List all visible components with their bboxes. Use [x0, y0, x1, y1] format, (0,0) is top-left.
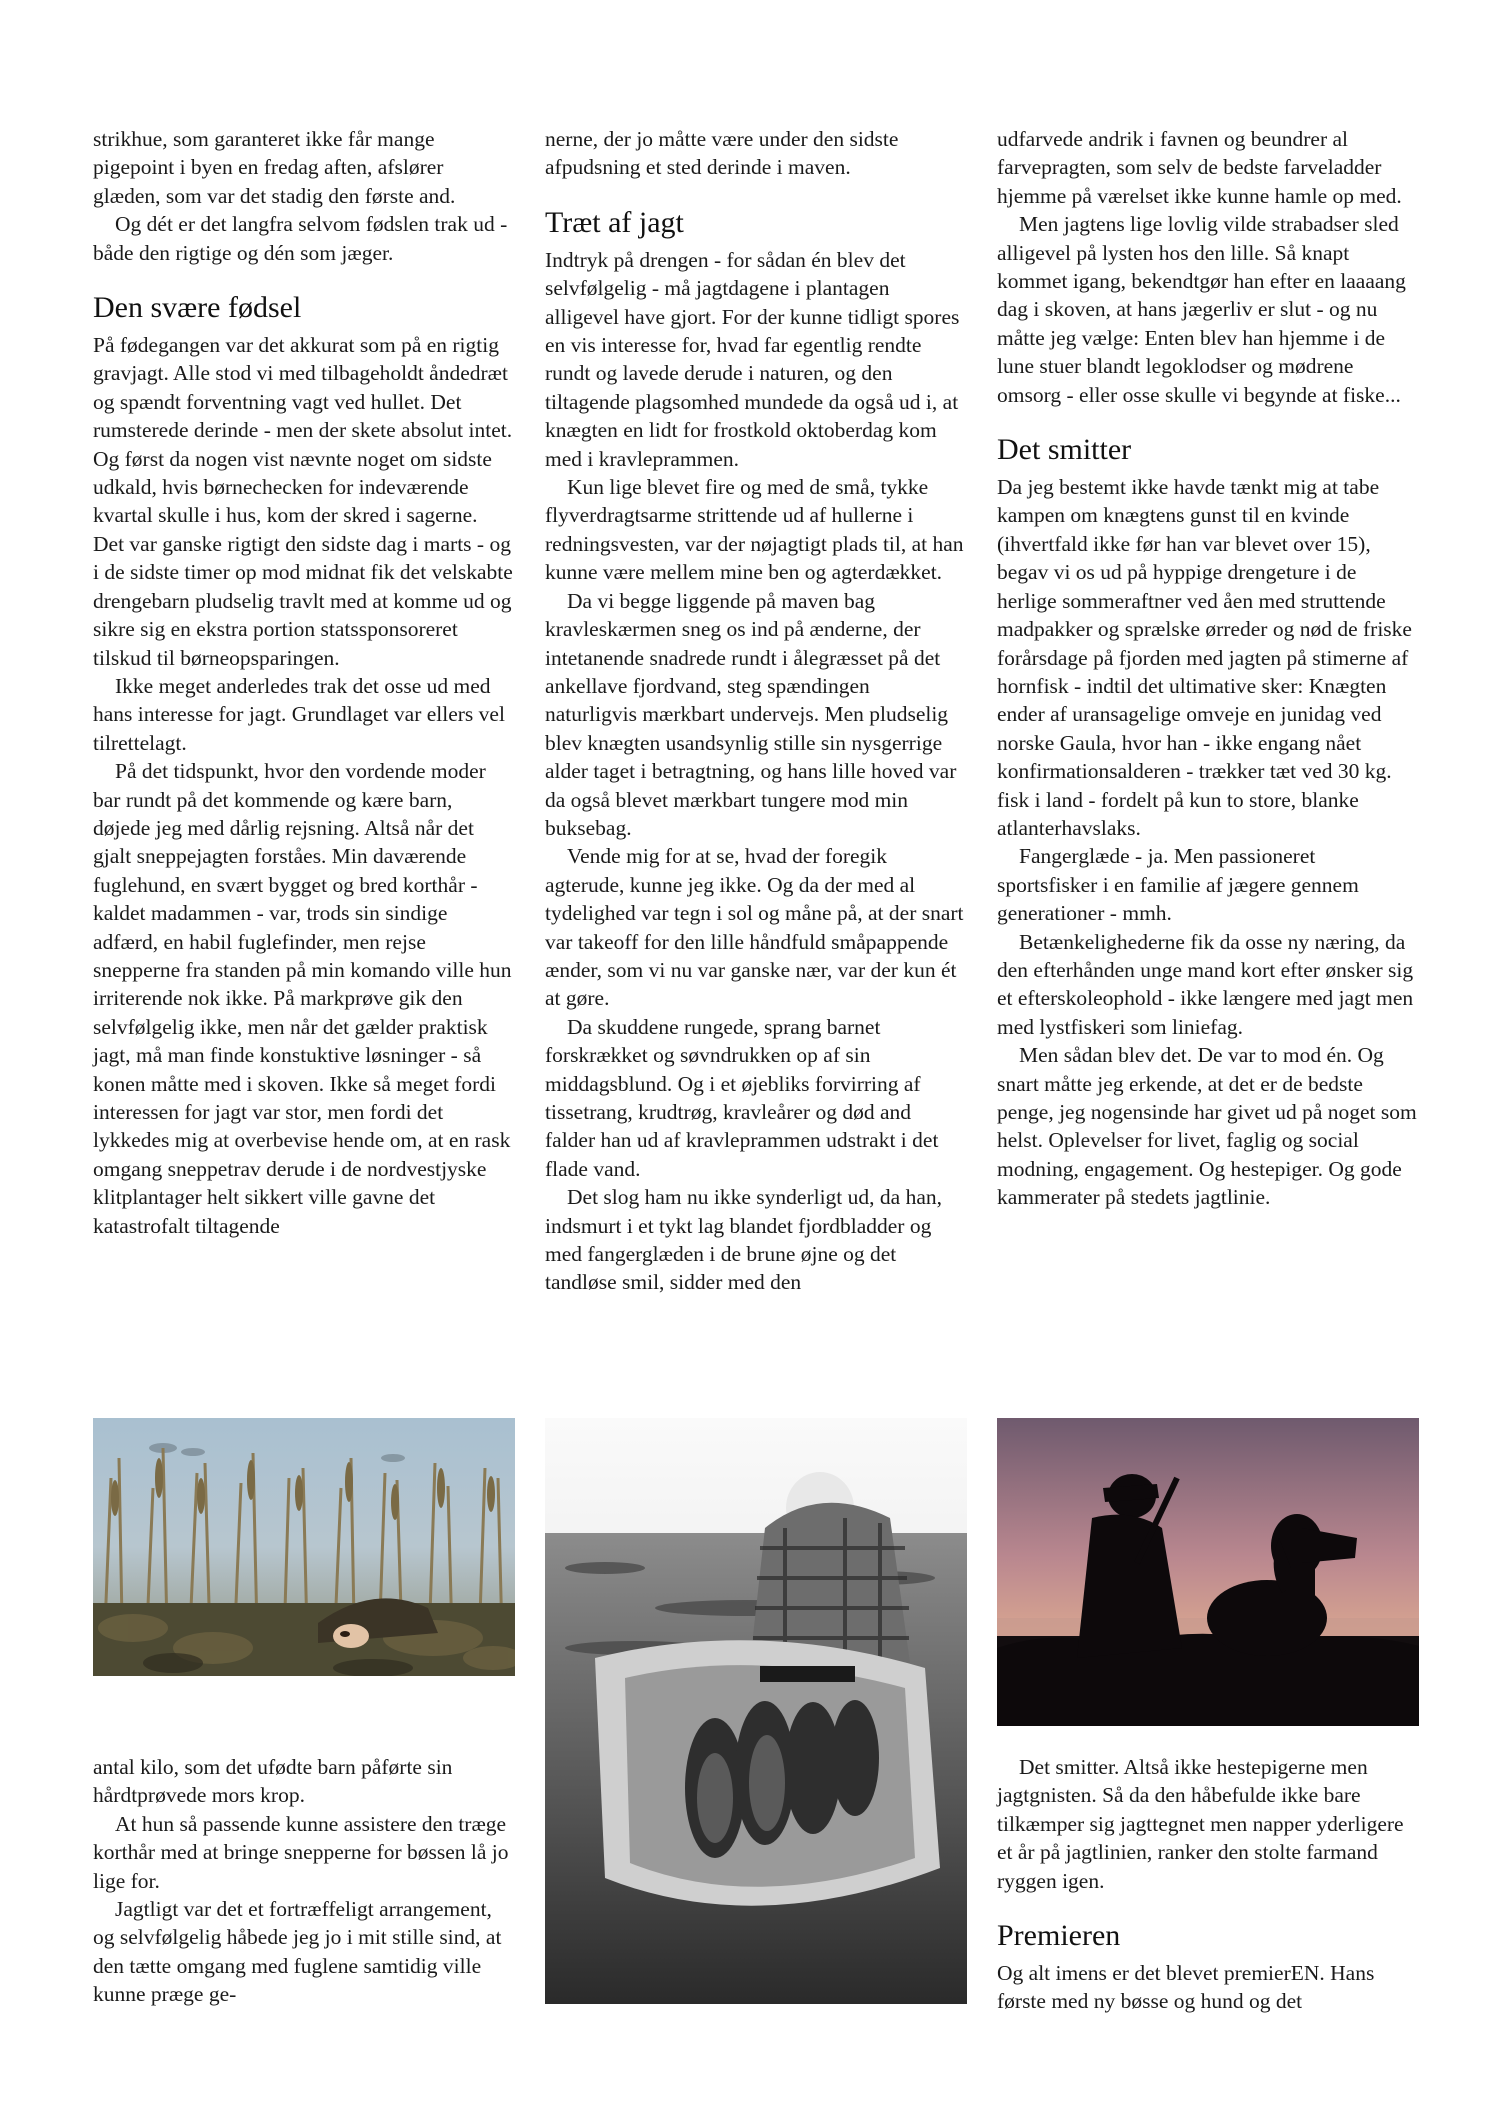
paragraph: På fødegangen var det akkurat som på en rigtig gravjagt. Alle stod vi med tilbageholdt åndedræt og spændt forventning vagt ved hullet. Det rumsterede derinde - men der skete absolut intet. Og først da nogen vist nævnte noget om sidste udkald, hvis børnechecken for indeværende kvartal skulle i hus, kom der skred i sagerne. Det var ganske rigtigt den sidste dag i marts - og i de sidste timer op mod midnat fik det velskabte drengebarn pludselig travlt med at komme ud og sikre sig en ekstra portion statssponsoreret tilskud til børneopsparingen.	[93, 333, 513, 670]
paragraph: Jagtligt var det et fortræffeligt arrangement, og selvfølgelig håbede jeg jo i mit stille sind, at den tætte omgang med fuglene samtidig ville kunne præge ge-	[93, 1897, 502, 2007]
hunter-dog-silhouette-photo	[997, 1418, 1419, 1726]
paragraph: Indtryk på drengen - for sådan én blev det selvfølgelig - må jagtdagene i plantagen alligevel have gjort. For der kunne tidligt spores en vis interesse for, hvad far egentlig rendte rundt og lavede derude i naturen, og den tiltagende plagsomhed mundede da også ud i, at knægten en lidt for frostkold oktoberdag kom med i kravleprammen.	[545, 247, 960, 471]
paragraph: Da jeg bestemt ikke havde tænkt mig at tabe kampen om knægtens gunst til en kvinde (ihvertfald ikke før han var blevet over 15), begav vi os ud på hyppige drengeture i de herlige sommeraftner ved åen med struttende madpakker og sprælske ørreder og nød de friske forårsdage på fjorden med jagten på stimerne af hornfisk - indtil det ultimative sker: Knægten ender af uransagelige omveje en junidag ved norske Gaula, hvor han - ikke engang nået konfirmationsalderen - trækker tæt ved 30 kg. fisk i land - fordelt på kun to store, blanke atlanterhavslaks.	[997, 475, 1412, 840]
paragraph: At hun så passende kunne assistere den træge korthår med at bringe snepperne for bøssen lå jo lige for.	[93, 1811, 509, 1893]
paragraph: Betænkelighederne fik da osse ny næring, da den efterhånden unge mand kort efter ønsker sig et efterskoleophold - ikke længere med jagt men med lystfiskeri som liniefag.	[997, 929, 1414, 1039]
paragraph: Det slog ham nu ikke synderligt ud, da han, indsmurt i et tykt lag blandet fjordbladder og med fangerglæden i de brune øjne og det tandløse smil, sidder med den	[545, 1185, 942, 1295]
paragraph: Kun lige blevet fire og med de små, tykke flyverdragtsarme strittende ud af hullerne i redningsvesten, var der nøjagtigt plads til, at han kunne være mellem mine ben og agterdækket.	[545, 475, 964, 585]
column-3-top	[997, 125, 1417, 1212]
reed-hunter-photo	[93, 1418, 515, 1676]
column-1-top	[93, 125, 513, 1240]
traet-paragraphs	[545, 246, 965, 1297]
heading-det-smitter: Det smitter	[997, 433, 1132, 467]
column-3-bottom	[997, 1753, 1417, 2016]
column-1-bottom	[93, 1753, 513, 2009]
paragraph: Men sådan blev det. De var to mod én. Og snart måtte jeg erkende, at det er de bedste penge, jeg nogensinde har givet ud på noget som helst. Oplevelser for livet, faglig og social modning, engagement. Og hestepiger. Og gode kammerater på stedets jagtlinie.	[997, 1043, 1417, 1210]
paragraph: Og dét er det langfra selvom fødslen trak ud - både den rigtige og dén som jæger.	[93, 212, 508, 265]
paragraph: Da skuddene rungede, sprang barnet forskrækket og søvndrukken op af sin middagsblund. Og i et øjebliks forvirring af tissetrang, krudtrøg, kravleårer og død and falder han ud af kravleprammen udstrakt i det flade vand.	[545, 1014, 939, 1181]
boy-with-ducks-photo	[545, 1418, 967, 2004]
smitter-paragraphs	[997, 473, 1417, 1212]
paragraph: Ikke meget anderledes trak det osse ud med hans interesse for jagt. Grundlaget var ellers vel tilrettelagt.	[93, 673, 505, 755]
paragraph: udfarvede andrik i favnen og beundrer al farvepragten, som selv de bedste farveladder hjemme på værelset ikke kunne hamle op med.	[997, 127, 1402, 208]
paragraph: nerne, der jo måtte være under den sidste afpudsning et sted derinde i maven.	[545, 127, 899, 180]
intro-paragraphs	[93, 125, 513, 267]
col3-bottom-paragraphs	[997, 1753, 1417, 1895]
paragraph: Da vi begge liggende på maven bag kravleskærmen sneg os ind på ænderne, der intetanende snadrede rundt i ålegræsset på det ankellave fjordvand, steg spændingen naturligvis mærkbart undervejs. Men pludselig blev knægten usandsynlig stille sin nysgerrige alder taget i betragtning, og hans lille hoved var da også blevet mærkbart tungere mod min buksebag.	[545, 588, 957, 840]
paragraph: På det tidspunkt, hvor den vordende moder bar rundt på det kommende og kære barn, døjede jeg med dårlig rejsning. Altså når det gjalt sneppejagten forståes. Min daværende fuglehund, en svært bygget og bred korthår - kaldet madammen - var, trods sin sindige adfærd, en habil fuglefinder, men rejse snepperne fra standen på min komando ville hun irriterende nok ikke. På markprøve gik den selvfølgelig ikke, men når det gælder praktisk jagt, må man finde konstuktive løsninger - så konen måtte med i skoven. Ikke så meget fordi interessen for jagt var stor, men fordi det lykkedes mig at overbevise hende om, at en rask omgang sneppetrav derude i de nordvestjyske klitplantager helt sikkert ville gavne det katastrofalt tiltagende	[93, 759, 512, 1238]
paragraph: Vende mig for at se, hvad der foregik agterude, kunne jeg ikke. Og da der med al tydelighed var tegn i sol og måne på, at der snart var takeoff for den lille håndfuld småpappende ænder, som vi nu var ganske nær, var der kun ét at gøre.	[545, 844, 964, 1011]
paragraph: Det smitter. Altså ikke hestepigerne men jagtgnisten. Så da den håbefulde ikke bare tilkæmper sig jagttegnet men napper yderligere et år på jagtlinien, ranker den stolte farmand ryggen igen.	[997, 1755, 1404, 1893]
col2-intro-paragraphs	[545, 125, 965, 182]
fodsel-paragraphs	[93, 331, 513, 1240]
premieren-paragraphs	[997, 1959, 1417, 2016]
paragraph: Men jagtens lige lovlig vilde strabadser sled alligevel på lysten hos den lille. Så knapt kommet igang, bekendtgør han efter en laaaang dag i skoven, at hans jægerliv er slut - og nu måtte jeg vælge: Enten blev han hjemme i de lune stuer blandt legoklodser og mødrene omsorg - eller osse skulle vi begynde at fiske...	[997, 212, 1406, 407]
col3-intro-paragraphs	[997, 125, 1417, 409]
paragraph: Fangerglæde - ja. Men passioneret sportsfisker i en familie af jægere gennem generationer - mmh.	[997, 844, 1359, 926]
column-2-top	[545, 125, 965, 1297]
heading-den-svaere-fodsel: Den svære fødsel	[93, 291, 302, 325]
heading-traet-af-jagt: Træt af jagt	[545, 205, 684, 239]
col1-bottom-paragraphs	[93, 1753, 513, 2009]
paragraph: strikhue, som garanteret ikke får mange pigepoint i byen en fredag aften, afslører glæden, som var det stadig den første and.	[93, 127, 456, 208]
heading-premieren: Premieren	[997, 1919, 1121, 1953]
paragraph: antal kilo, som det ufødte barn påførte sin hårdtprøvede mors krop.	[93, 1755, 453, 1808]
paragraph: Og alt imens er det blevet premierEN. Hans første med ny bøsse og hund og det	[997, 1961, 1375, 2014]
